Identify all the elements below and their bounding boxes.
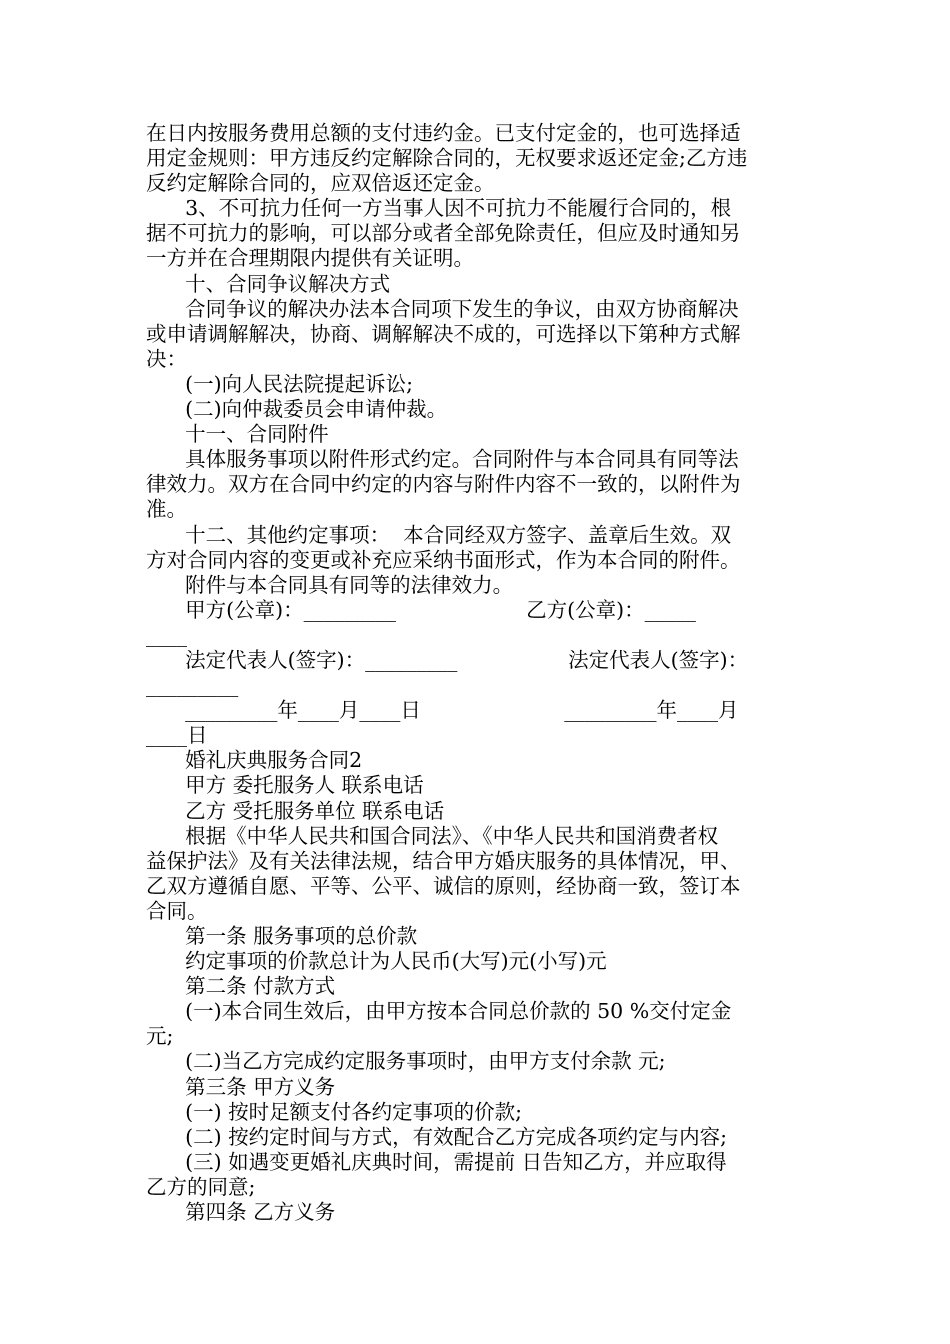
text-line: 律效力。双方在合同中约定的内容与附件内容不一致的，以附件为 (146, 472, 741, 497)
text-line: 3、不可抗力任何一方当事人因不可抗力不能履行合同的，根 (146, 196, 732, 221)
party-a-line: 甲方 委托服务人 联系电话 (146, 773, 424, 798)
article-heading: 第一条 服务事项的总价款 (146, 924, 418, 948)
signature-line-date-continued: ____日 (146, 723, 208, 748)
text-line: 准。 (146, 497, 187, 522)
text-line: 合同。 (146, 898, 208, 923)
section-heading: 十、合同争议解决方式 (146, 271, 391, 296)
section-heading: 十二、其他约定事项： 本合同经双方签字、盖章后生效。双 (146, 522, 732, 547)
text-line: 约定事项的价款总计为人民币(大写)元(小写)元 (146, 949, 607, 974)
text-line: 用定金规则：甲方违反约定解除合同的，无权要求返还定金;乙方违 (146, 146, 748, 171)
signature-line-representative-continued: _________ (146, 673, 239, 698)
text-line: 方对合同内容的变更或补充应采纳书面形式，作为本合同的附件。 (146, 547, 741, 572)
signature-line-seal: 甲方(公章)：_________ 乙方(公章)：_____ (146, 597, 696, 622)
text-line: 附件与本合同具有同等的法律效力。 (146, 572, 514, 597)
signature-line-date: _________年____月____日 _________年____月 (146, 698, 739, 723)
text-line: (一)本合同生效后，由甲方按本合同总价款的 50 %交付定金 (146, 999, 732, 1024)
document-title: 婚礼庆典服务合同2 (146, 748, 363, 773)
text-line: 具体服务事项以附件形式约定。合同附件与本合同具有同等法 (146, 447, 739, 472)
contract-text-body (146, 121, 808, 1225)
text-line: (一) 按时足额支付各约定事项的价款; (146, 1099, 523, 1124)
text-line: (二) 按约定时间与方式，有效配合乙方完成各项约定与内容; (146, 1124, 728, 1149)
text-line: 根据《中华人民共和国合同法》、《中华人民共和国消费者权 (146, 823, 719, 848)
article-heading: 第三条 甲方义务 (146, 1074, 336, 1099)
text-line: 决： (146, 346, 187, 371)
text-line: 合同争议的解决办法本合同项下发生的争议，由双方协商解决 (146, 296, 739, 321)
text-line: 益保护法》及有关法律法规，结合甲方婚庆服务的具体情况，甲、 (146, 848, 741, 873)
text-line: 或申请调解解决，协商、调解解决不成的，可选择以下第种方式解 (146, 321, 741, 346)
article-heading: 第二条 付款方式 (146, 974, 336, 999)
signature-line-representative: 法定代表人(签字)：_________ 法定代表人(签字)： (146, 647, 749, 672)
signature-line-seal-continued: ____ (146, 622, 187, 647)
text-line: 反约定解除合同的，应双倍返还定金。 (146, 171, 495, 196)
text-line: 乙方的同意; (146, 1174, 256, 1199)
text-line: 在日内按服务费用总额的支付违约金。已支付定金的，也可选择适 (146, 121, 741, 145)
text-line: (三) 如遇变更婚礼庆典时间，需提前 日告知乙方，并应取得 (146, 1149, 727, 1174)
text-line: 一方并在合理期限内提供有关证明。 (146, 246, 474, 271)
section-heading: 十一、合同附件 (146, 422, 329, 447)
text-line: 乙双方遵循自愿、平等、公平、诚信的原则，经协商一致，签订本 (146, 873, 741, 898)
article-heading: 第四条 乙方义务 (146, 1200, 336, 1225)
text-line: (二)当乙方完成约定服务事项时，由甲方支付余款 元; (146, 1049, 666, 1074)
text-line: (一)向人民法院提起诉讼; (146, 371, 413, 396)
text-line: 元; (146, 1024, 174, 1049)
text-line: (二)向仲裁委员会申请仲裁。 (146, 397, 448, 422)
text-line: 据不可抗力的影响，可以部分或者全部免除责任，但应及时通知另 (146, 221, 741, 246)
party-b-line: 乙方 受托服务单位 联系电话 (146, 798, 445, 823)
